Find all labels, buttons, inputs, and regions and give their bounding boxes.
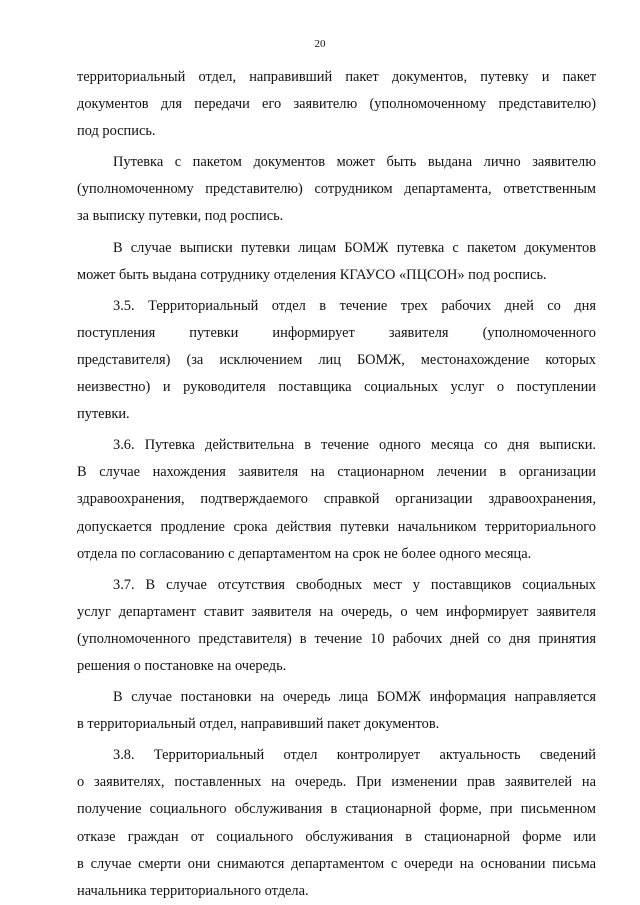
text-line: В случае нахождения заявителя на стационарном лечении в организации bbox=[77, 464, 596, 481]
document-body bbox=[77, 64, 596, 905]
text-line: за выписку путевки, под роспись. bbox=[77, 208, 284, 225]
text-line: в случае смерти они снимаются департаментом с очереди на основании письма bbox=[77, 855, 596, 872]
text-line: Путевка с пакетом документов может быть выдана лично заявителю bbox=[113, 154, 596, 171]
text-line: неизвестно) и руководителя поставщика социальных услуг о поступлении bbox=[77, 379, 596, 396]
text-line: 3.5. Территориальный отдел в течение трех рабочих дней со дня bbox=[113, 297, 596, 314]
text-line: услуг департамент ставит заявителя на очередь, о чем информирует заявителя bbox=[77, 603, 596, 620]
text-line: 3.7. В случае отсутствия свободных мест у поставщиков социальных bbox=[113, 576, 596, 593]
paragraph bbox=[77, 235, 596, 289]
text-line: получение социального обслуживания в стационарной форме, при письменном bbox=[77, 801, 596, 818]
text-line: путевки. bbox=[77, 406, 130, 423]
text-line: может быть выдана сотруднику отделения КГАУСО «ПЦСОН» под роспись. bbox=[77, 266, 547, 283]
paragraph bbox=[77, 64, 596, 145]
text-line: (уполномоченному представителю) сотрудником департамента, ответственным bbox=[77, 181, 596, 198]
text-line: отдела по согласованию с департаментом на срок не более одного месяца. bbox=[77, 545, 532, 562]
text-line: решения о постановке на очередь. bbox=[77, 657, 287, 674]
text-line: начальника территориального отдела. bbox=[77, 882, 309, 899]
text-line: (уполномоченного представителя) в течение 10 рабочих дней со дня принятия bbox=[77, 630, 596, 647]
paragraph bbox=[77, 149, 596, 230]
page-number: 20 bbox=[314, 38, 326, 50]
text-line: под роспись. bbox=[77, 123, 156, 140]
text-line: поступления путевки информирует заявителя (уполномоченного bbox=[77, 324, 596, 341]
paragraph bbox=[77, 432, 596, 567]
text-line: территориальный отдел, направивший пакет документов, путевку и пакет bbox=[77, 69, 596, 85]
text-line: допускается продление срока действия путевки начальником территориального bbox=[77, 518, 596, 535]
text-line: 3.8. Территориальный отдел контролирует актуальность сведений bbox=[113, 747, 596, 764]
text-line: представителя) (за исключением лиц БОМЖ, местонахождение которых bbox=[77, 351, 596, 368]
text-line: документов для передачи его заявителю (уполномоченному представителю) bbox=[77, 96, 596, 113]
text-line: в территориальный отдел, направивший пакет документов. bbox=[77, 716, 440, 733]
paragraph bbox=[77, 742, 596, 905]
text-line: 3.6. Путевка действительна в течение одного месяца со дня выписки. bbox=[113, 437, 596, 454]
text-line: В случае выписки путевки лицам БОМЖ путевка с пакетом документов bbox=[113, 239, 596, 256]
text-line: В случае постановки на очередь лица БОМЖ информация направляется bbox=[113, 689, 596, 706]
paragraph bbox=[77, 684, 596, 738]
paragraph bbox=[77, 293, 596, 428]
text-line: отказе граждан от социального обслуживания в стационарной форме или bbox=[77, 828, 596, 845]
paragraph bbox=[77, 572, 596, 680]
text-line: здравоохранения, подтверждаемого справкой организации здравоохранения, bbox=[77, 491, 596, 508]
text-line: о заявителях, поставленных на очередь. При изменении прав заявителей на bbox=[77, 774, 596, 791]
